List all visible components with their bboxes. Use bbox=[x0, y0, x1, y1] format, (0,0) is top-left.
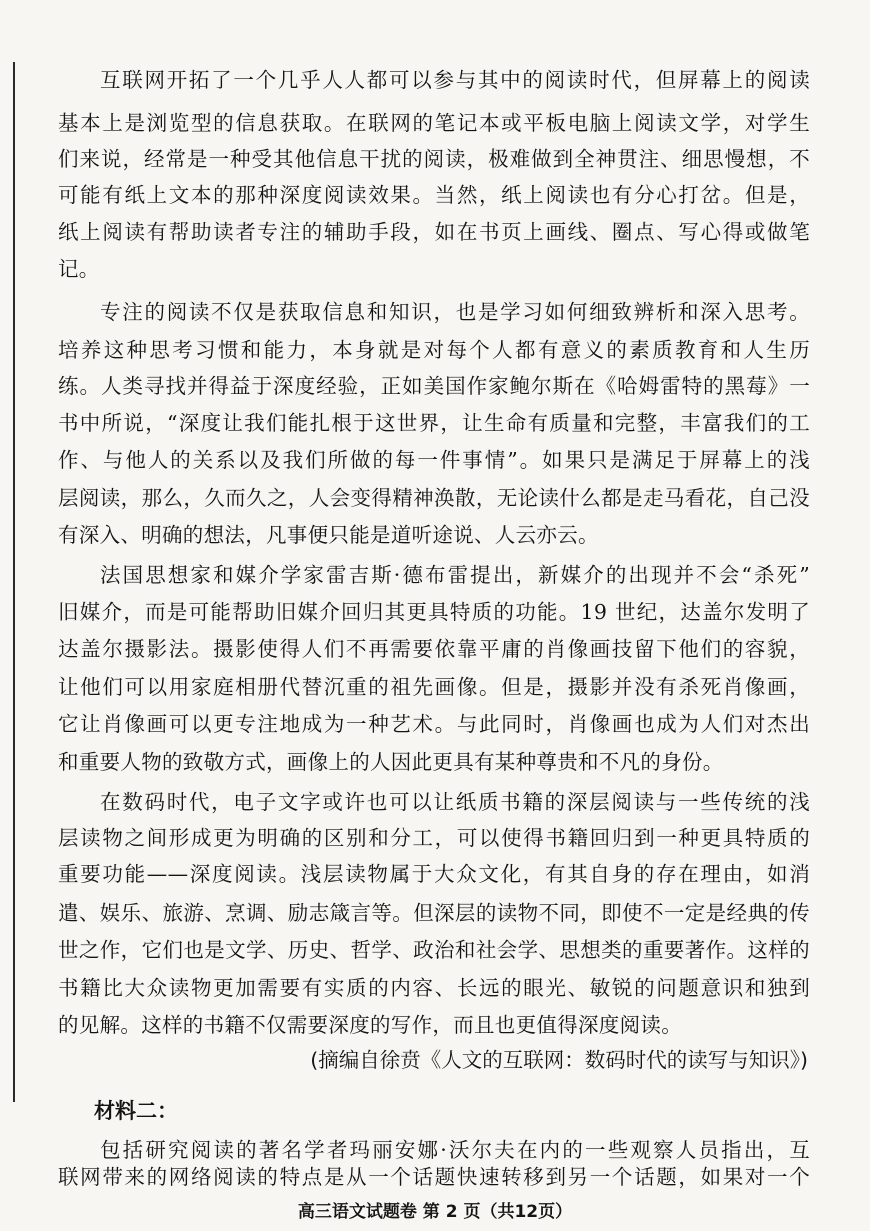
text-line: 遣、娱乐、旅游、烹调、励志箴言等。但深层的读物不同，即使不一定是经典的传 bbox=[58, 901, 810, 925]
text-line: 书籍比大众读物更加需要有实质的内容、长远的眼光、敏锐的问题意识和独到 bbox=[58, 976, 810, 1000]
text-line: 互联网开拓了一个几乎人人都可以参与其中的阅读时代，但屏幕上的阅读 bbox=[100, 68, 810, 92]
text-line: 联网带来的网络阅读的特点是从一个话题快速转移到另一个话题，如果对一个 bbox=[58, 1165, 810, 1189]
left-margin-rule bbox=[13, 62, 15, 1102]
text-line: 在数码时代，电子文字或许也可以让纸质书籍的深层阅读与一些传统的浅 bbox=[100, 790, 810, 814]
section-heading: 材料二： bbox=[94, 1099, 178, 1123]
text-line: 法国思想家和媒介学家雷吉斯·德布雷提出，新媒介的出现并不会“杀死” bbox=[100, 563, 810, 587]
text-line: 练。人类寻找并得益于深度经验，正如美国作家鲍尔斯在《哈姆雷特的黑莓》一 bbox=[58, 374, 810, 398]
text-line: 们来说，经常是一种受其他信息干扰的阅读，极难做到全神贯注、细思慢想，不 bbox=[58, 147, 810, 171]
text-line: 作、与他人的关系以及我们所做的每一件事情”。如果只是满足于屏幕上的浅 bbox=[58, 448, 810, 472]
text-line: 记。 bbox=[58, 257, 100, 281]
text-line: 有深入、明确的想法，凡事便只能是道听途说、人云亦云。 bbox=[58, 523, 599, 547]
text-line: 重要功能——深度阅读。浅层读物属于大众文化，有其自身的存在理由，如消 bbox=[58, 862, 810, 886]
text-line: 的见解。这样的书籍不仅需要深度的写作，而且也更值得深度阅读。 bbox=[58, 1013, 682, 1037]
text-line: 让他们可以用家庭相册代替沉重的祖先画像。但是，摄影并没有杀死肖像画， bbox=[58, 675, 810, 699]
text-line: 包括研究阅读的著名学者玛丽安娜·沃尔夫在内的一些观察人员指出，互 bbox=[100, 1138, 810, 1162]
text-line: 层阅读，那么，久而久之，人会变得精神涣散，无论读什么都是走马看花，自己没 bbox=[58, 486, 810, 510]
text-line: 世之作，它们也是文学、历史、哲学、政治和社会学、思想类的重要著作。这样的 bbox=[58, 938, 810, 962]
text-line: 书中所说，“深度让我们能扎根于这世界，让生命有质量和完整，丰富我们的工 bbox=[58, 411, 810, 435]
text-line: 基本上是浏览型的信息获取。在联网的笔记本或平板电脑上阅读文学，对学生 bbox=[58, 111, 810, 135]
text-line: 层读物之间形成更为明确的区别和分工，可以使得书籍回归到一种更具特质的 bbox=[58, 826, 810, 850]
text-line: 培养这种思考习惯和能力，本身就是对每个人都有意义的素质教育和人生历 bbox=[58, 338, 810, 362]
text-line: 纸上阅读有帮助读者专注的辅助手段，如在书页上画线、圈点、写心得或做笔 bbox=[58, 220, 810, 244]
source-citation: (摘编自徐贲《人文的互联网：数码时代的读写与知识》) bbox=[310, 1048, 808, 1072]
text-line: 旧媒介，而是可能帮助旧媒介回归其更具特质的功能。19 世纪，达盖尔发明了 bbox=[58, 600, 810, 624]
text-line: 专注的阅读不仅是获取信息和知识，也是学习如何细致辨析和深入思考。 bbox=[100, 300, 810, 324]
text-line: 可能有纸上文本的那种深度阅读效果。当然，纸上阅读也有分心打岔。但是， bbox=[58, 183, 810, 207]
text-line: 和重要人物的致敬方式，画像上的人因此更具有某种尊贵和不凡的身份。 bbox=[58, 750, 724, 774]
page-footer: 高三语文试题卷 第 2 页（共12页） bbox=[297, 1202, 573, 1222]
text-line: 它让肖像画可以更专注地成为一种艺术。与此同时，肖像画也成为人们对杰出 bbox=[58, 712, 810, 736]
text-line: 达盖尔摄影法。摄影使得人们不再需要依靠平庸的肖像画技留下他们的容貌， bbox=[58, 637, 810, 661]
